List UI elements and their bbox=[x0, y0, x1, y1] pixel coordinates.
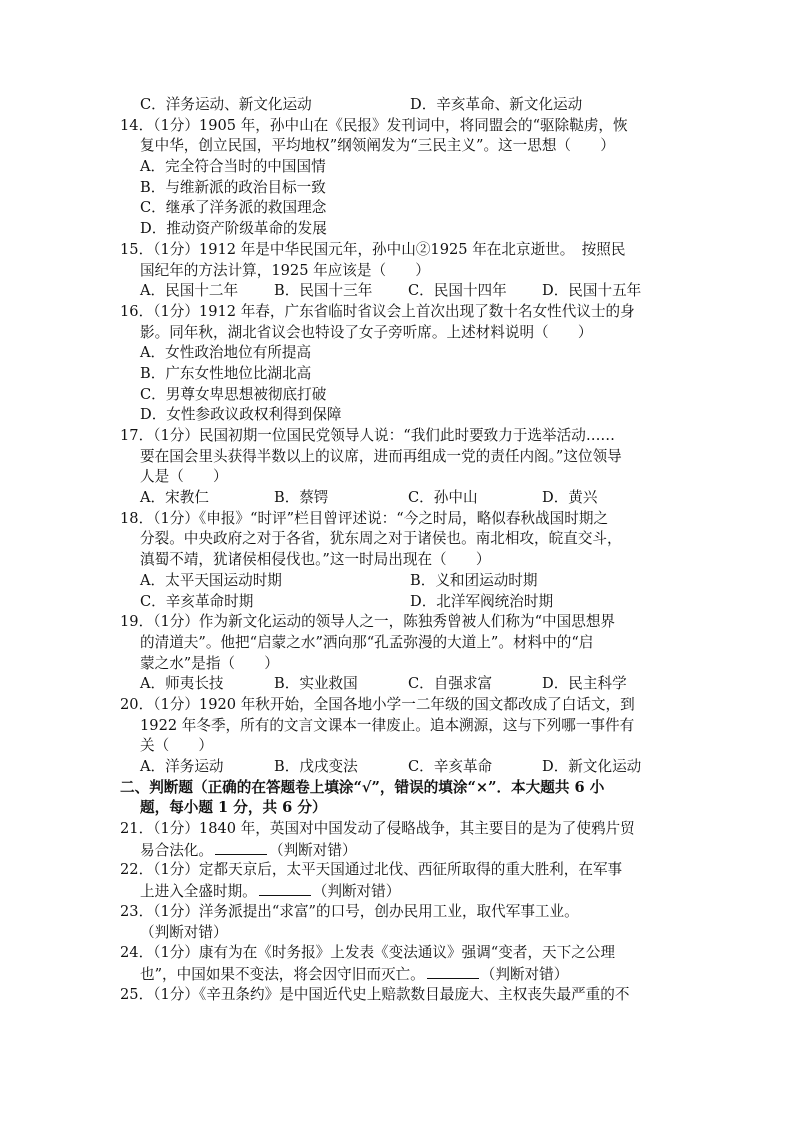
q20-option-a: A．洋务运动 bbox=[140, 758, 224, 775]
q19-option-d: D．民主科学 bbox=[542, 675, 627, 693]
q20-stem-line2: 1922 年冬季，所有的文言文课本一律废止。追本溯源，这与下列哪一事件有 bbox=[140, 716, 635, 734]
q22-answer-blank[interactable] bbox=[259, 881, 311, 896]
q24-stem-line1: 24．（1分）康有为在《时务报》上发表《变法通议》强调“变者，天下之公理 bbox=[120, 944, 616, 962]
q16-stem-line2: 影。同年秋，湖北省议会也特设了女子旁听席。上述材料说明（ ） bbox=[140, 323, 593, 341]
q18-stem-line1: 18．（1分）《申报》“时评”栏目曾评述说：“今之时局，略似春秋战国时期之 bbox=[120, 509, 609, 527]
q22-stem-line2 bbox=[120, 881, 680, 902]
q19-option-c: C．自强求富 bbox=[408, 675, 493, 693]
q17-option-d: D．黄兴 bbox=[542, 489, 598, 507]
q20-option-d: D．新文化运动 bbox=[542, 758, 642, 775]
q14-option-c: C．继承了洋务派的救国理念 bbox=[140, 199, 327, 217]
section-heading-line1: 二、判断题（正确的在答题卷上填涂“√”，错误的填涂“×”．本大题共 6 小 bbox=[120, 778, 605, 796]
q22-stem-text: 上进入全盛时期。 bbox=[140, 883, 257, 901]
q25-stem-line1: 25．（1分）《辛丑条约》是中国近代史上赔款数目最庞大、主权丧失最严重的不 bbox=[120, 985, 630, 1003]
q19-option-a: A．师夷长技 bbox=[140, 675, 224, 693]
q16-stem-line1: 16．（1分）1912 年春，广东省临时省议会上首次出现了数十名女性代议士的身 bbox=[120, 302, 635, 320]
q20-option-c: C．辛亥革命 bbox=[408, 758, 493, 775]
q16-option-a: A．女性政治地位有所提高 bbox=[140, 344, 312, 362]
q18-options-ab bbox=[120, 571, 680, 592]
q17-option-b: B．蔡锷 bbox=[274, 489, 329, 507]
q14-option-a: A．完全符合当时的中国国情 bbox=[140, 158, 326, 176]
q17-stem-line1: 17．（1分）民国初期一位国民党领导人说：“我们此时要致力于选举活动…… bbox=[120, 427, 616, 444]
q15-option-d: D．民国十五年 bbox=[542, 282, 642, 300]
q13-option-c: C．洋务运动、新文化运动 bbox=[140, 96, 312, 113]
q14-option-d: D．推动资产阶级革命的发展 bbox=[140, 220, 327, 238]
q19-stem-line2: 的清道夫”。他把“启蒙之水”洒向那“孔孟弥漫的大道上”。材料中的“启 bbox=[140, 633, 594, 651]
q18-option-b: B．义和团运动时期 bbox=[410, 571, 538, 589]
q24-stem-line2 bbox=[120, 964, 680, 985]
section-heading-line2: 题，每小题 1 分，共 6 分） bbox=[140, 799, 327, 817]
q21-stem-line2 bbox=[120, 840, 680, 861]
q19-stem-line1: 19．（1分）作为新文化运动的领导人之一，陈独秀曾被人们称为“中国思想界 bbox=[120, 613, 616, 631]
q16-option-b: B．广东女性地位比湖北高 bbox=[140, 364, 312, 382]
q19-options bbox=[120, 674, 680, 695]
q15-option-b: B．民国十三年 bbox=[274, 282, 373, 300]
q23-stem-line1: 23．（1分）洋务派提出“求富”的口号，创办民用工业，取代军事工业。 bbox=[120, 902, 579, 920]
q15-stem-line1: 15．（1分）1912 年是中华民国元年，孙中山②1925 年在北京逝世。 按照民 bbox=[120, 240, 626, 258]
q17-option-c: C．孙中山 bbox=[408, 489, 478, 507]
q20-stem-line1: 20．（1分）1920 年秋开始，全国各地小学一二年级的国文都改成了白话文，到 bbox=[120, 695, 635, 713]
q18-options-cd bbox=[120, 592, 680, 613]
q22-judge-label: （判断对错） bbox=[312, 883, 401, 901]
q15-stem-line2: 国纪年的方法计算，1925 年应该是（ ） bbox=[140, 261, 430, 279]
q15-options bbox=[120, 281, 680, 302]
q18-option-c: C．辛亥革命时期 bbox=[140, 592, 254, 610]
q24-judge-label: （判断对错） bbox=[480, 965, 569, 983]
q13-options-cd bbox=[120, 95, 680, 116]
q20-stem-line3: 关（ ） bbox=[140, 737, 213, 755]
q13-option-d: D．辛亥革命、新文化运动 bbox=[410, 96, 583, 113]
q18-option-d: D．北洋军阀统治时期 bbox=[410, 592, 554, 610]
q18-stem-line2: 分裂。中央政府之对于各省，犹东周之对于诸侯也。南北相攻，皖直交斗， bbox=[140, 530, 622, 548]
q16-option-d: D．女性参政议政权利得到保障 bbox=[140, 406, 342, 424]
q14-stem-line1: 14．（1分）1905 年，孙中山在《民报》发刊词中，将同盟会的“驱除鞑虏，恢 bbox=[120, 116, 628, 134]
q17-stem-line2: 要在国会里头获得半数以上的议席，进而再组成一党的责任内阁。”这位领导 bbox=[140, 447, 622, 465]
q19-option-b: B．实业救国 bbox=[274, 675, 358, 693]
exam-page bbox=[120, 95, 680, 1005]
q18-option-a: A．太平天国运动时期 bbox=[140, 571, 282, 589]
q16-option-c: C．男尊女卑思想被彻底打破 bbox=[140, 385, 327, 403]
q21-answer-blank[interactable] bbox=[215, 840, 267, 855]
q21-stem-line1: 21．（1分）1840 年，英国对中国发动了侵略战争，其主要目的是为了使鸦片贸 bbox=[120, 820, 635, 838]
q22-stem-line1: 22．（1分）定都天京后，太平天国通过北伐、西征所取得的重大胜利，在军事 bbox=[120, 861, 623, 879]
q15-option-a: A．民国十二年 bbox=[140, 282, 239, 300]
q21-stem-text: 易合法化。 bbox=[140, 841, 213, 859]
q15-option-c: C．民国十四年 bbox=[408, 282, 507, 300]
q19-stem-line3: 蒙之水”是指（ ） bbox=[140, 654, 279, 672]
q17-options bbox=[120, 488, 680, 509]
q18-stem-line3: 滇蜀不靖，犹诸侯相侵伐也。”这一时局出现在（ ） bbox=[140, 551, 491, 569]
q14-stem-line2: 复中华，创立民国，平均地权”纲领阐发为“三民主义”。这一思想（ ） bbox=[140, 137, 615, 155]
q21-judge-label: （判断对错） bbox=[268, 841, 357, 859]
q20-option-b: B．戊戌变法 bbox=[274, 758, 358, 775]
q24-stem-text: 也”，中国如果不变法，将会因守旧而灭亡。 bbox=[140, 965, 425, 983]
q24-answer-blank[interactable] bbox=[427, 964, 479, 979]
q20-options bbox=[120, 757, 680, 778]
q17-stem-line3: 人是（ ） bbox=[140, 468, 228, 486]
q14-option-b: B．与维新派的政治目标一致 bbox=[140, 178, 326, 196]
q17-option-a: A．宋教仁 bbox=[140, 489, 209, 507]
q23-judge-label: （判断对错） bbox=[140, 923, 228, 941]
